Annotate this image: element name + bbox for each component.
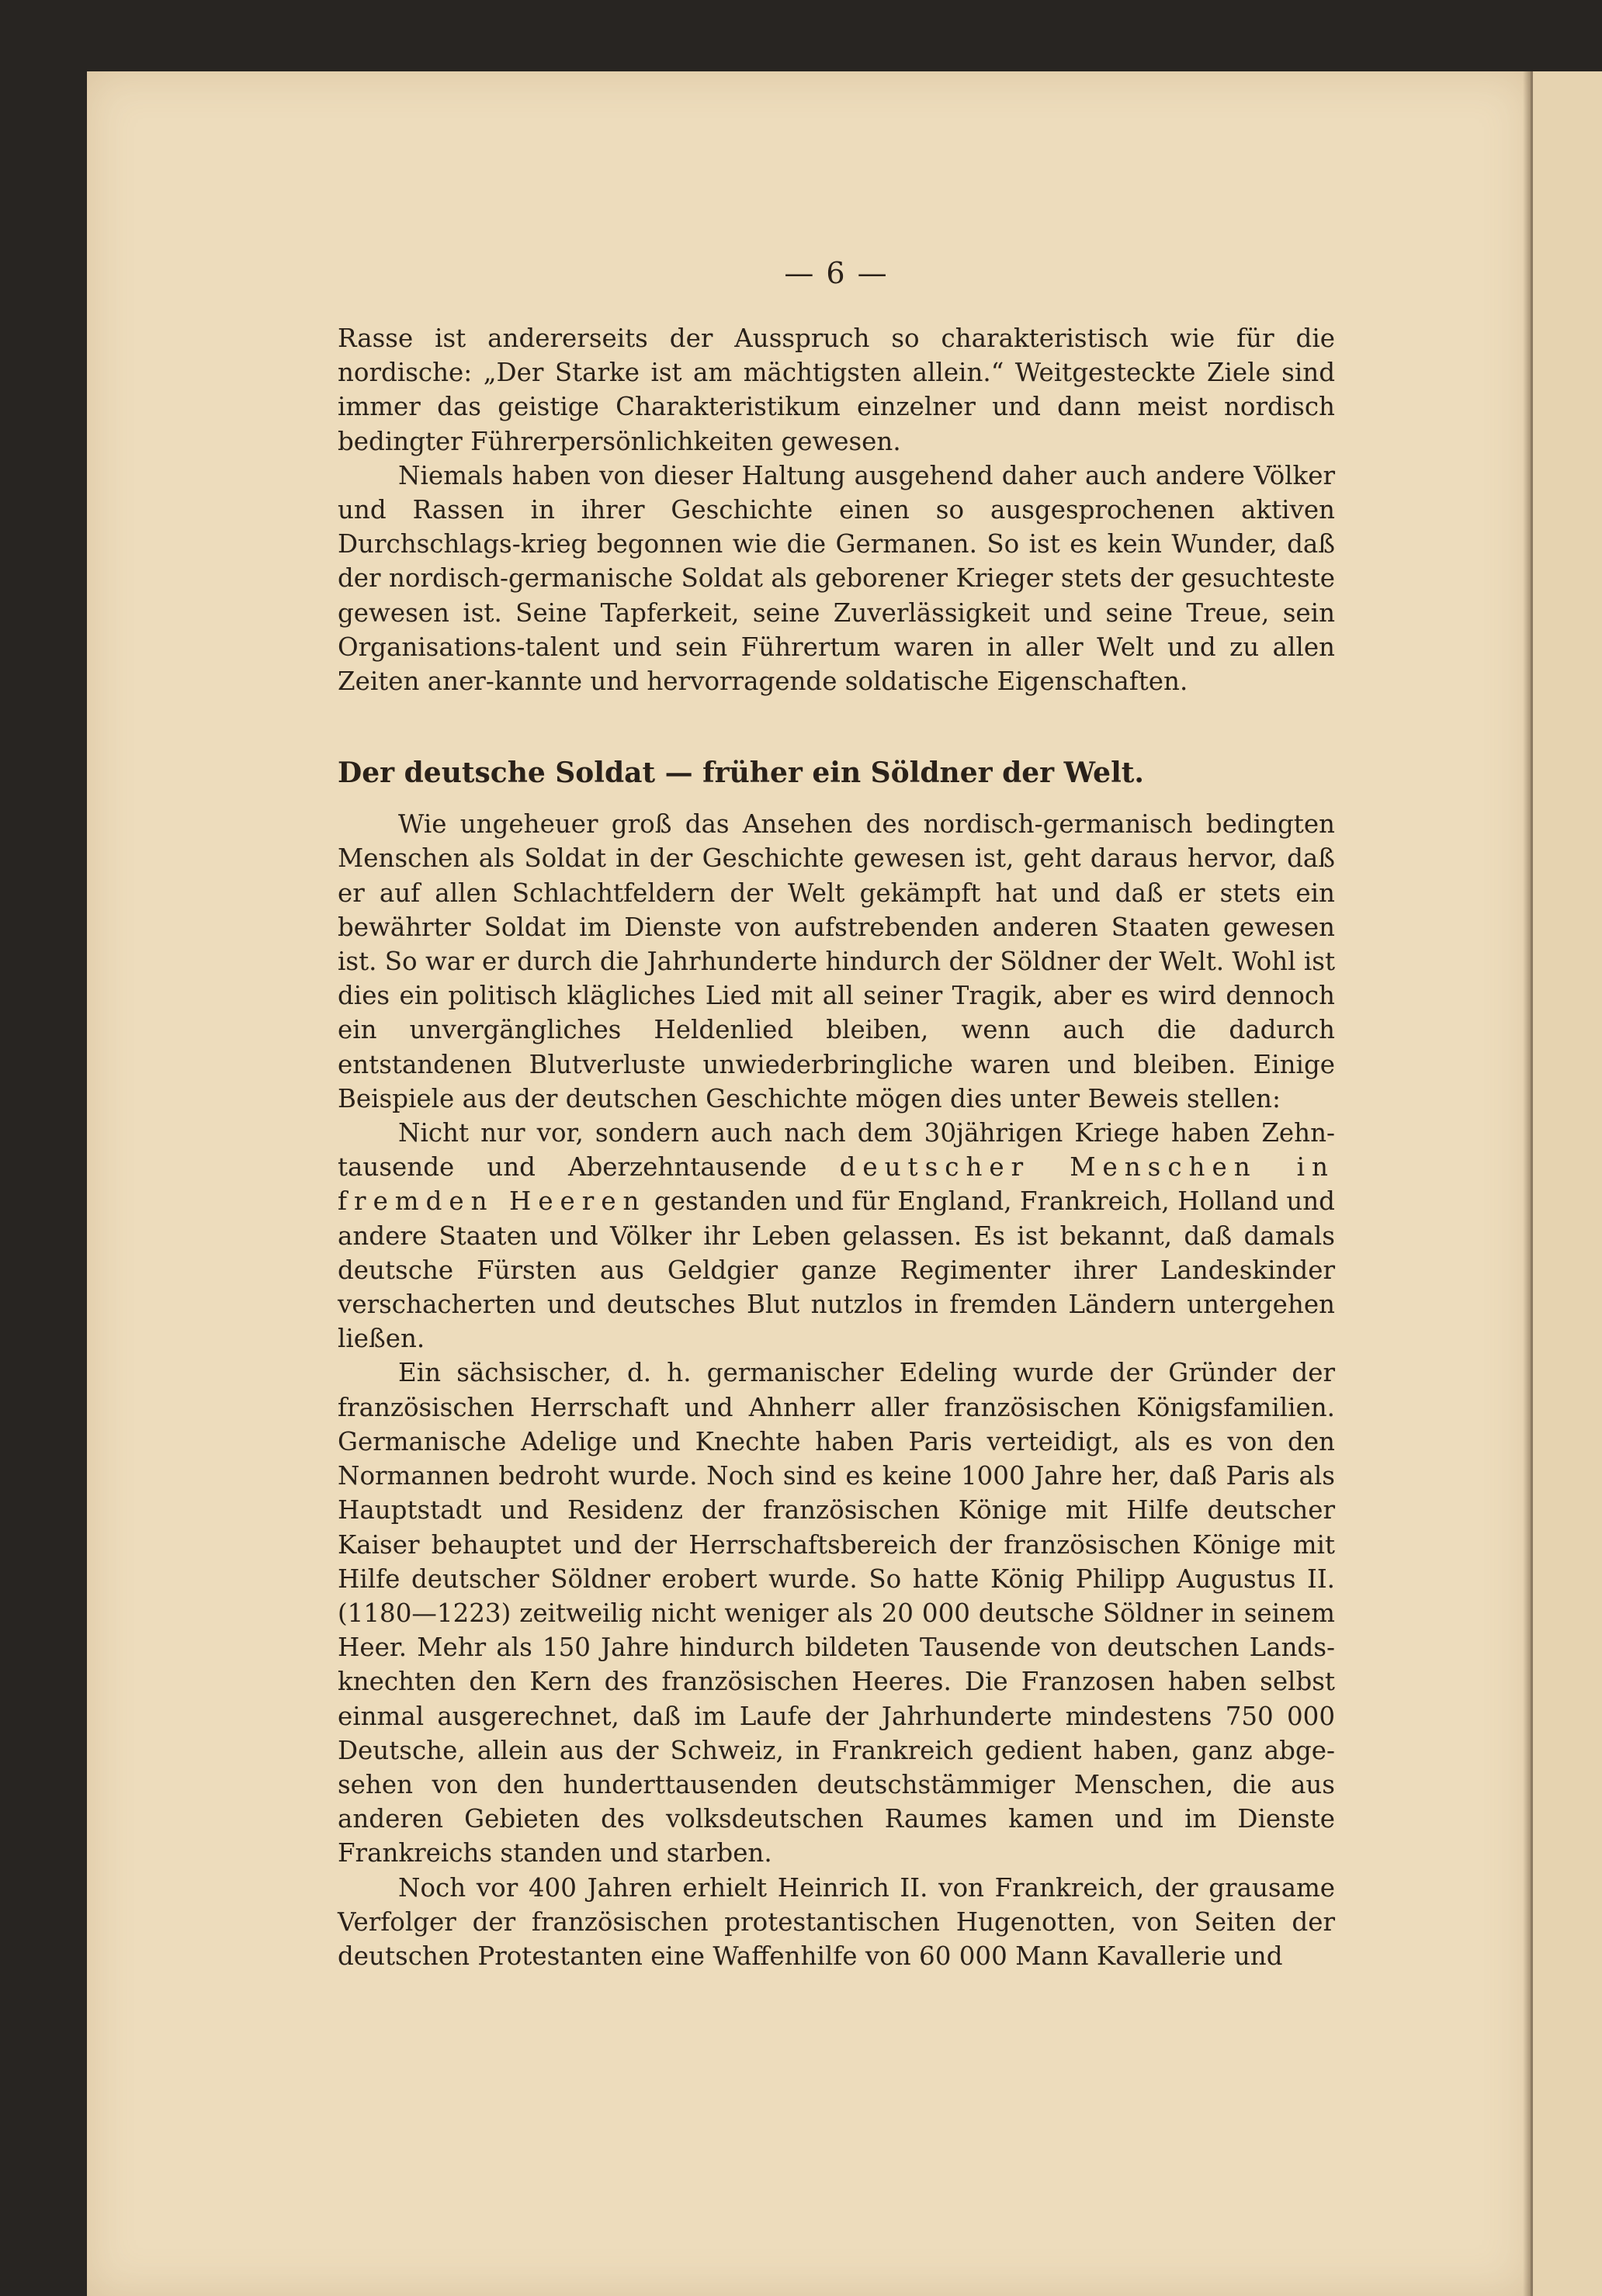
next-page-edge [1531, 71, 1602, 2296]
paragraph-4-text-a: Nicht nur vor, sondern auch nach dem 30jährigen Kriege haben Zehn-tausende und Aberzehntausende [338, 1118, 1335, 1183]
paragraph-4-text-b: gestanden und für England, Frankreich, Holland und andere Staaten und Völker ihr Leben gelassen. Es ist bekannt, daß damals deutsche Fürsten aus Geldgier ganze Regimenter ihrer Landeskinder verschacherten und deutsches Blut nutzlos in fremden Ländern untergehen ließen. [338, 1186, 1335, 1354]
page-number: — 6 — [784, 256, 889, 290]
paragraph-1: Rasse ist andererseits der Ausspruch so charakteristisch wie für die nordische: „Der Starke ist am mächtigsten allein.“ Weitgesteckte Ziele sind immer das geistige Charakteristikum einzelner und dann meist nordisch bedingter Führerpersönlichkeiten gewesen. [338, 324, 1335, 456]
paragraph-4 [338, 1116, 1335, 1356]
paragraph-2: Niemals haben von dieser Haltung ausgehend daher auch andere Völker und Rassen in ihrer Geschichte einen so ausgesprochenen aktiven Durchschlags-krieg begonnen wie die Germanen. So ist es kein Wunder, daß der nordisch-germanische Soldat als geborener Krieger stets der gesuchteste gewesen ist. Seine Tapferkeit, seine Zuverlässigkeit und seine Treue, sein Organisations-talent und sein Führertum waren in aller Welt und zu allen Zeiten aner-kannte und hervorragende soldatische Eigenschaften. [338, 460, 1335, 697]
page-gutter-shadow [1523, 71, 1531, 2296]
paragraph-4-emphasis: deutscher Menschen in fremden Heeren [338, 1152, 1335, 1217]
paragraph-6: Noch vor 400 Jahren erhielt Heinrich II. von Frankreich, der grausame Verfolger der französischen protestantischen Hugenotten, von Seiten der deutschen Protestanten eine Waffenhilfe von 60 000 Mann Kavallerie und [338, 1872, 1335, 1971]
paragraph-5: Ein sächsischer, d. h. germanischer Edeling wurde der Gründer der französischen Herrschaft und Ahnherr aller französischen Königsfamilien. Germanische Adelige und Knechte haben Paris verteidigt, als es von den Normannen bedroht wurde. Noch sind es keine 1000 Jahre her, daß Paris als Hauptstadt und Residenz der französischen Könige mit Hilfe deutscher Kaiser behauptet und der Herrschaftsbereich der französischen Könige mit Hilfe deutscher Söldner erobert wurde. So hatte König Philipp Augustus II. (1180—1223) zeitweilig nicht weniger als 20 000 deutsche Söldner in seinem Heer. Mehr als 150 Jahre hindurch bildeten Tausende von deutschen Lands-knechten den Kern des französischen Heeres. Die Franzosen haben selbst einmal ausgerechnet, daß im Laufe der Jahrhunderte mindestens 750 000 Deutsche, allein aus der Schweiz, in Frankreich gedient haben, ganz abge-sehen von den hunderttausenden deutschstämmiger Menschen, die aus anderen Gebieten des volksdeutschen Raumes kamen und im Dienste Frankreichs standen und starben. [338, 1358, 1335, 1868]
paragraph-3: Wie ungeheuer groß das Ansehen des nordisch-germanisch bedingten Menschen als Soldat in der Geschichte gewesen ist, geht daraus hervor, daß er auf allen Schlachtfeldern der Welt gekämpft hat und daß er stets ein bewährter Soldat im Dienste von aufstrebenden anderen Staaten gewesen ist. So war er durch die Jahrhunderte hindurch der Söldner der Welt. Wohl ist dies ein politisch klägliches Lied mit all seiner Tragik, aber es wird dennoch ein unvergängliches Heldenlied bleiben, wenn auch die dadurch entstandenen Blutverluste unwiederbringliche waren und bleiben. Einige Beispiele aus der deutschen Geschichte mögen dies unter Beweis stellen: [338, 809, 1336, 1113]
page-content [338, 256, 1335, 1973]
section-heading: Der deutsche Soldat — früher ein Söldner der Welt. [338, 757, 1144, 790]
